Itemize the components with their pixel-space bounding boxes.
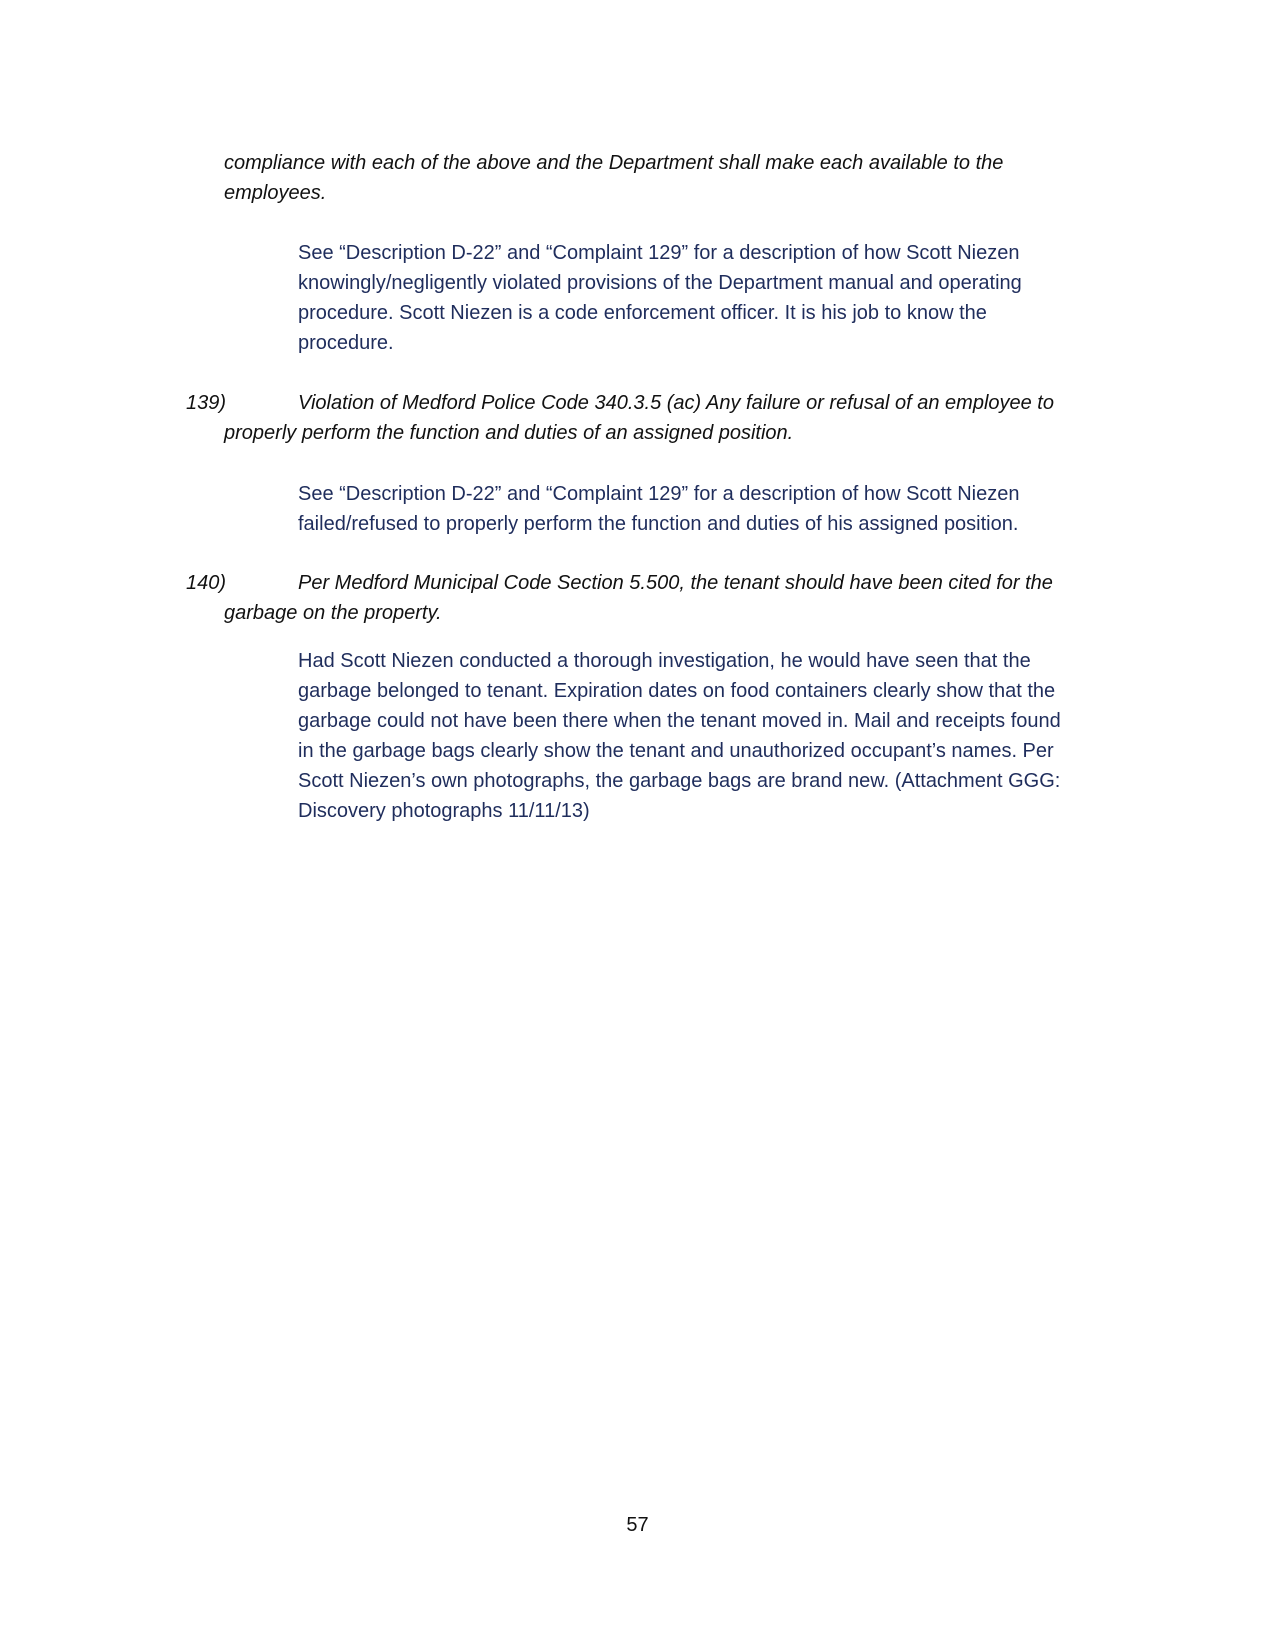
response-text-line: Discovery photographs 11/11/13)	[298, 800, 590, 822]
response-text-line: knowingly/negligently violated provisions of the Department manual and operating	[298, 272, 1022, 294]
response-text-line: failed/refused to properly perform the function and duties of his assigned position.	[298, 513, 1019, 535]
response-text-line: procedure.	[298, 332, 394, 354]
page-number: 57	[626, 1514, 649, 1536]
response-text-line: Had Scott Niezen conducted a thorough investigation, he would have seen that the	[298, 650, 1031, 672]
response-text-line: in the garbage bags clearly show the tenant and unauthorized occupant’s names. Per	[298, 740, 1054, 762]
response-text-line: See “Description D-22” and “Complaint 129” for a description of how Scott Niezen	[298, 242, 1020, 264]
response-text-line: Scott Niezen’s own photographs, the garbage bags are brand new. (Attachment GGG:	[298, 770, 1061, 792]
response-text-line: procedure. Scott Niezen is a code enforcement officer. It is his job to know the	[298, 302, 987, 324]
item-number: 139)	[186, 392, 227, 414]
response-text-line: See “Description D-22” and “Complaint 129” for a description of how Scott Niezen	[298, 483, 1020, 505]
italic-text-line: Violation of Medford Police Code 340.3.5 (ac) Any failure or refusal of an employee to	[298, 392, 1054, 414]
response-text-line: garbage belonged to tenant. Expiration dates on food containers clearly show that the	[298, 680, 1056, 702]
italic-text-line: garbage on the property.	[224, 602, 442, 624]
italic-text-line: properly perform the function and duties of an assigned position.	[224, 422, 794, 444]
italic-text-line: employees.	[224, 182, 327, 204]
italic-text-line: Per Medford Municipal Code Section 5.500, the tenant should have been cited for the	[298, 572, 1053, 594]
italic-text-line: compliance with each of the above and the Department shall make each available to the	[224, 152, 1004, 174]
item-number: 140)	[186, 572, 227, 594]
response-text-line: garbage could not have been there when the tenant moved in. Mail and receipts found	[298, 710, 1061, 732]
